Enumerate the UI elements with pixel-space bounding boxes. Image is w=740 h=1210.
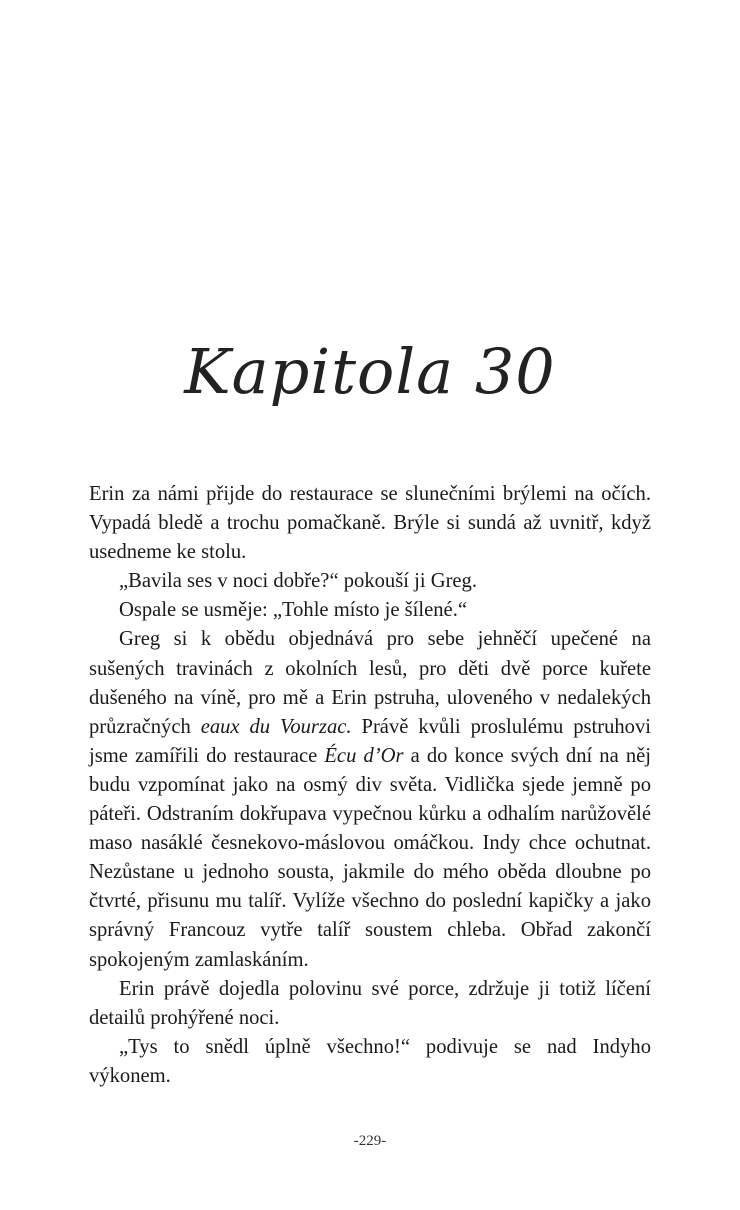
text-run: „Tys to snědl úplně všechno!“ podivuje se nad Indyho výkonem. (89, 1035, 651, 1087)
paragraph (89, 1033, 651, 1091)
text-run: Právě kvůli proslulému pstruhovi jsme zamířili do restaurace (89, 715, 651, 767)
paragraph (89, 480, 651, 567)
italic-phrase: eaux du Vourzac. (200, 715, 352, 738)
chapter-title: Kapitola 30 (184, 335, 556, 408)
paragraph (89, 567, 651, 596)
text-run: „Bavila ses v noci dobře?“ pokouší ji Greg. (119, 570, 478, 593)
paragraph (89, 975, 651, 1033)
text-run: Ospale se usměje: „Tohle místo je šílené.“ (119, 599, 467, 622)
text-run: a do konce svých dní na něj budu vzpomínat jako na osmý div světa. Vidlička sjede jemně po páteři. Odstraním dokřupava vypečnou kůrku a odhalím narůžovělé maso nasáklé česnekovo-máslovou omáčkou. Indy chce ochutnat. Nezůstane u jednoho sousta, jakmile do mého oběda dloubne po čtvrté, přisunu mu talíř. Vylíže všechno do poslední kapičky a jako správný Francouz vytře talíř soustem chleba. Obřad zakončí spokojeným zamlaskáním. (89, 744, 651, 971)
text-run: Erin za námi přijde do restaurace se slunečními brýlemi na očích. Vypadá bledě a trochu pomačkaně. Brýle si sundá až uvnitř, když usedneme ke stolu. (89, 483, 651, 564)
paragraph (89, 596, 651, 625)
page-number: -229- (353, 1133, 387, 1149)
paragraph (89, 625, 651, 974)
chapter-body (89, 480, 651, 1091)
text-run: Erin právě dojedla polovinu své porce, zdržuje ji totiž líčení detailů prohýřené noci. (89, 977, 651, 1029)
text-run: Greg si k obědu objednává pro sebe jehněčí upečené na sušených travinách z okolních lesů, pro děti dvě porce kuřete dušeného na víně, pro mě a Erin pstruha, uloveného v nedalekých průzračných (89, 628, 651, 738)
italic-phrase: Écu d’Or (324, 744, 404, 767)
